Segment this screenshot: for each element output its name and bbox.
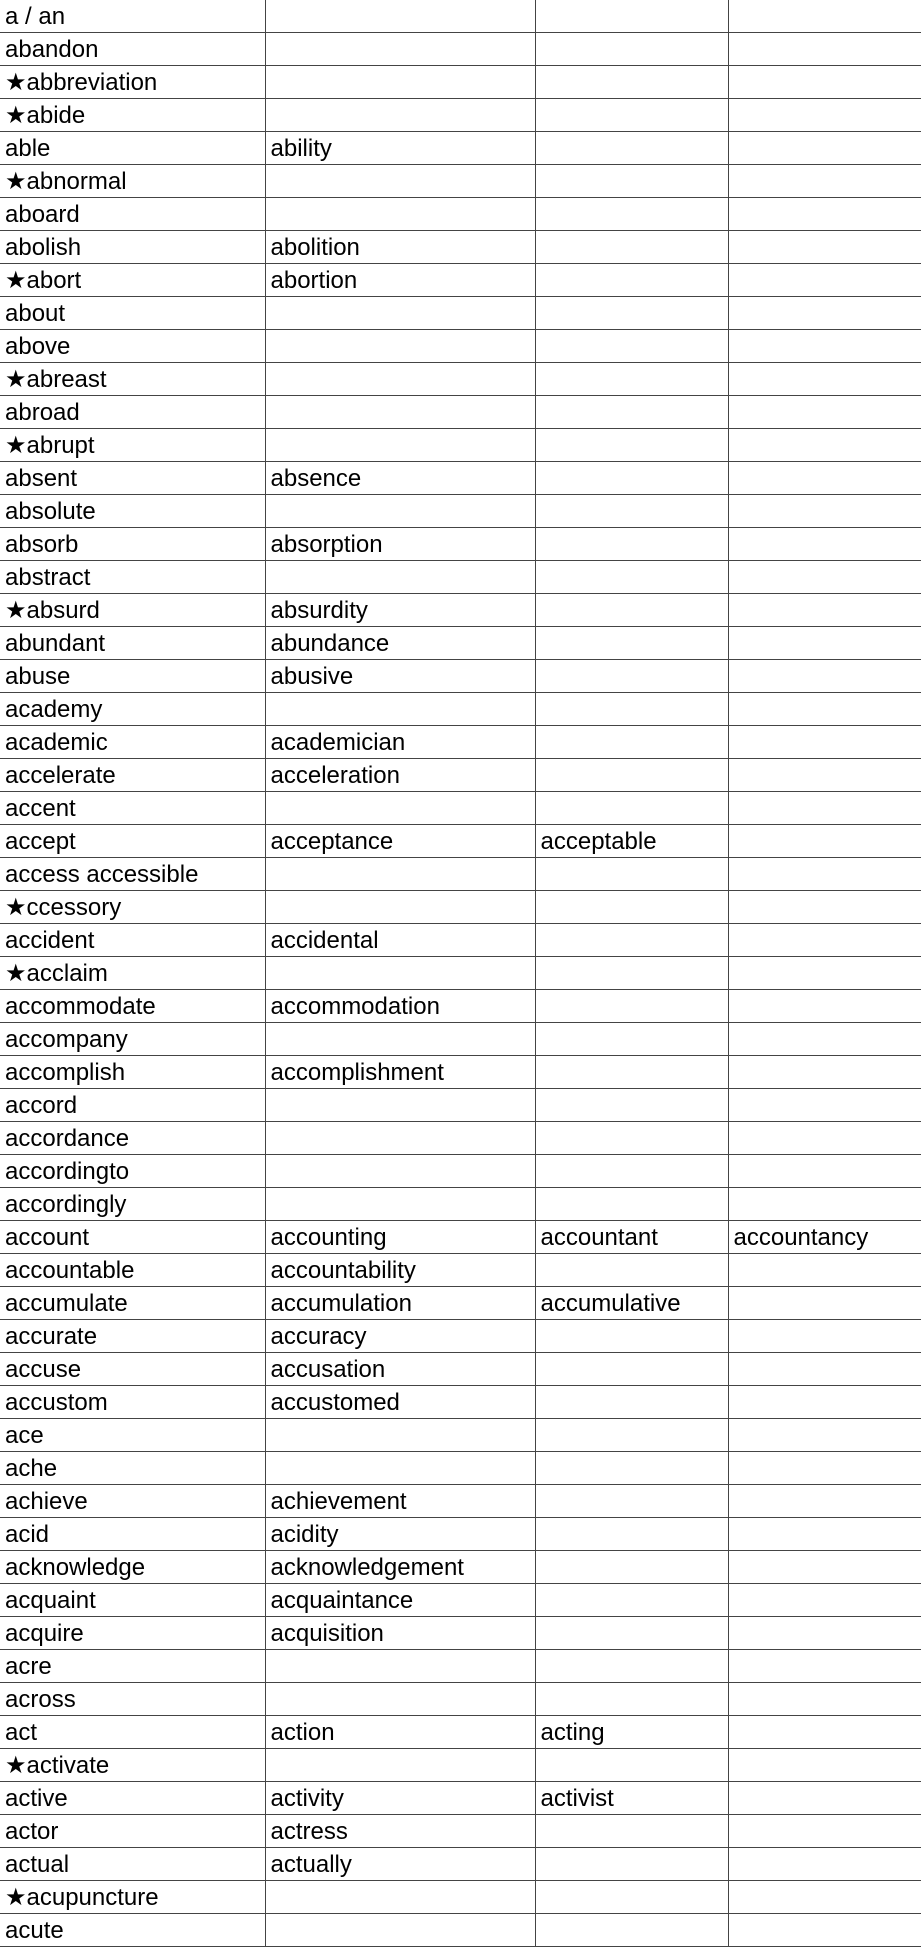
table-cell-col4[interactable] [728, 1815, 921, 1848]
table-cell-col4[interactable] [728, 1914, 921, 1947]
table-cell-col2[interactable] [265, 1023, 535, 1056]
table-cell-col4[interactable] [728, 990, 921, 1023]
table-cell-col2[interactable]: acceleration [265, 759, 535, 792]
table-cell-col2[interactable] [265, 33, 535, 66]
table-cell-col2[interactable] [265, 99, 535, 132]
table-cell-col1[interactable]: accuse [0, 1353, 265, 1386]
table-cell-col3[interactable] [535, 1518, 728, 1551]
table-cell-col3[interactable] [535, 1320, 728, 1353]
table-cell-col1[interactable]: accept [0, 825, 265, 858]
table-cell-col3[interactable] [535, 990, 728, 1023]
table-cell-col4[interactable] [728, 528, 921, 561]
table-cell-col1[interactable]: ★abbreviation [0, 66, 265, 99]
table-cell-col4[interactable] [728, 198, 921, 231]
table-cell-col4[interactable] [728, 1551, 921, 1584]
table-row [0, 1716, 921, 1749]
table-row [0, 1551, 921, 1584]
table-row [0, 1089, 921, 1122]
table-cell-col1[interactable]: ★acclaim [0, 957, 265, 990]
table-cell-col4[interactable] [728, 1122, 921, 1155]
table-cell-col4[interactable] [728, 1452, 921, 1485]
table-cell-col1[interactable]: accustom [0, 1386, 265, 1419]
table-cell-col2[interactable]: accusation [265, 1353, 535, 1386]
table-cell-col3[interactable] [535, 66, 728, 99]
table-cell-col4[interactable] [728, 1056, 921, 1089]
table-cell-col4[interactable] [728, 0, 921, 33]
table-cell-col4[interactable] [728, 1881, 921, 1914]
table-cell-col3[interactable] [535, 462, 728, 495]
table-row [0, 561, 921, 594]
table-cell-col3[interactable] [535, 231, 728, 264]
table-cell-col3[interactable] [535, 297, 728, 330]
table-row [0, 198, 921, 231]
table-cell-col2[interactable] [265, 1683, 535, 1716]
table-row [0, 1485, 921, 1518]
table-cell-col4[interactable] [728, 726, 921, 759]
table-cell-col2[interactable]: absence [265, 462, 535, 495]
table-cell-col3[interactable]: acting [535, 1716, 728, 1749]
table-cell-col1[interactable]: abuse [0, 660, 265, 693]
table-cell-col2[interactable] [265, 396, 535, 429]
table-cell-col3[interactable] [535, 132, 728, 165]
table-cell-col1[interactable]: ★abreast [0, 363, 265, 396]
table-row [0, 231, 921, 264]
table-row [0, 1386, 921, 1419]
table-cell-col4[interactable] [728, 1155, 921, 1188]
table-cell-col2[interactable]: academician [265, 726, 535, 759]
table-cell-col1[interactable]: act [0, 1716, 265, 1749]
table-cell-col4[interactable] [728, 33, 921, 66]
table-cell-col1[interactable]: absolute [0, 495, 265, 528]
table-row [0, 1155, 921, 1188]
table-cell-col2[interactable]: abolition [265, 231, 535, 264]
table-row [0, 627, 921, 660]
table-row [0, 957, 921, 990]
table-row [0, 429, 921, 462]
table-cell-col2[interactable]: achievement [265, 1485, 535, 1518]
table-cell-col1[interactable]: across [0, 1683, 265, 1716]
table-cell-col3[interactable] [535, 1122, 728, 1155]
table-row [0, 1452, 921, 1485]
table-row [0, 1419, 921, 1452]
table-row [0, 165, 921, 198]
table-cell-col2[interactable] [265, 297, 535, 330]
table-cell-col1[interactable]: acid [0, 1518, 265, 1551]
table-cell-col4[interactable] [728, 957, 921, 990]
table-cell-col3[interactable] [535, 792, 728, 825]
table-row [0, 1914, 921, 1947]
table-cell-col3[interactable] [535, 1815, 728, 1848]
table-row [0, 528, 921, 561]
table-cell-col3[interactable] [535, 1617, 728, 1650]
table-cell-col2[interactable]: ability [265, 132, 535, 165]
table-row [0, 1683, 921, 1716]
table-cell-col1[interactable]: absent [0, 462, 265, 495]
table-cell-col3[interactable] [535, 99, 728, 132]
table-cell-col2[interactable] [265, 891, 535, 924]
table-cell-col4[interactable] [728, 363, 921, 396]
table-cell-col4[interactable] [728, 231, 921, 264]
table-row [0, 1848, 921, 1881]
table-cell-col2[interactable] [265, 495, 535, 528]
table-cell-col4[interactable] [728, 1650, 921, 1683]
table-cell-col1[interactable]: acquire [0, 1617, 265, 1650]
table-cell-col3[interactable] [535, 693, 728, 726]
table-cell-col2[interactable]: accuracy [265, 1320, 535, 1353]
table-cell-col1[interactable]: ache [0, 1452, 265, 1485]
table-cell-col3[interactable] [535, 1386, 728, 1419]
table-row [0, 1584, 921, 1617]
table-cell-col1[interactable]: active [0, 1782, 265, 1815]
table-cell-col1[interactable]: academic [0, 726, 265, 759]
table-cell-col1[interactable]: achieve [0, 1485, 265, 1518]
table-cell-col1[interactable]: absorb [0, 528, 265, 561]
table-row [0, 1320, 921, 1353]
table-cell-col1[interactable]: ★activate [0, 1749, 265, 1782]
table-cell-col1[interactable]: accomplish [0, 1056, 265, 1089]
table-cell-col4[interactable] [728, 165, 921, 198]
table-cell-col4[interactable] [728, 759, 921, 792]
table-cell-col3[interactable] [535, 627, 728, 660]
table-cell-col4[interactable] [728, 693, 921, 726]
table-cell-col2[interactable]: accomplishment [265, 1056, 535, 1089]
table-cell-col4[interactable] [728, 1617, 921, 1650]
table-cell-col3[interactable] [535, 495, 728, 528]
table-cell-col1[interactable]: aboard [0, 198, 265, 231]
table-row [0, 792, 921, 825]
table-cell-col4[interactable] [728, 66, 921, 99]
table-row [0, 495, 921, 528]
table-cell-col4[interactable] [728, 825, 921, 858]
table-cell-col3[interactable]: acceptable [535, 825, 728, 858]
table-cell-col2[interactable]: acquaintance [265, 1584, 535, 1617]
table-row [0, 132, 921, 165]
table-cell-col3[interactable] [535, 1353, 728, 1386]
table-cell-col3[interactable] [535, 1419, 728, 1452]
table-cell-col3[interactable] [535, 1056, 728, 1089]
table-cell-col4[interactable] [728, 627, 921, 660]
table-cell-col1[interactable]: accordingly [0, 1188, 265, 1221]
table-cell-col3[interactable]: activist [535, 1782, 728, 1815]
table-cell-col2[interactable]: absorption [265, 528, 535, 561]
table-cell-col2[interactable] [265, 66, 535, 99]
table-cell-col3[interactable] [535, 396, 728, 429]
table-cell-col3[interactable]: accumulative [535, 1287, 728, 1320]
table-cell-col4[interactable] [728, 1518, 921, 1551]
table-cell-col3[interactable] [535, 429, 728, 462]
table-row [0, 726, 921, 759]
table-cell-col4[interactable] [728, 99, 921, 132]
table-cell-col1[interactable]: accordance [0, 1122, 265, 1155]
table-cell-col3[interactable] [535, 1089, 728, 1122]
table-cell-col2[interactable] [265, 1452, 535, 1485]
table-cell-col2[interactable]: action [265, 1716, 535, 1749]
table-row [0, 594, 921, 627]
table-row [0, 1122, 921, 1155]
table-cell-col2[interactable] [265, 1749, 535, 1782]
table-cell-col4[interactable] [728, 264, 921, 297]
table-cell-col1[interactable]: accountable [0, 1254, 265, 1287]
table-cell-col2[interactable]: accommodation [265, 990, 535, 1023]
table-cell-col1[interactable]: accent [0, 792, 265, 825]
table-cell-col1[interactable]: able [0, 132, 265, 165]
table-cell-col1[interactable]: accident [0, 924, 265, 957]
table-cell-col1[interactable]: above [0, 330, 265, 363]
table-cell-col2[interactable]: acidity [265, 1518, 535, 1551]
table-cell-col2[interactable]: acquisition [265, 1617, 535, 1650]
table-cell-col2[interactable] [265, 1650, 535, 1683]
table-cell-col2[interactable] [265, 165, 535, 198]
table-row [0, 1617, 921, 1650]
table-cell-col4[interactable] [728, 891, 921, 924]
table-cell-col4[interactable] [728, 792, 921, 825]
table-row [0, 297, 921, 330]
table-row [0, 363, 921, 396]
table-row [0, 1650, 921, 1683]
table-cell-col3[interactable] [535, 363, 728, 396]
table-cell-col1[interactable]: ★absurd [0, 594, 265, 627]
table-cell-col3[interactable] [535, 0, 728, 33]
table-cell-col1[interactable]: actor [0, 1815, 265, 1848]
table-cell-col2[interactable]: accustomed [265, 1386, 535, 1419]
table-cell-col4[interactable] [728, 1089, 921, 1122]
table-cell-col4[interactable] [728, 1287, 921, 1320]
table-cell-col2[interactable]: acceptance [265, 825, 535, 858]
table-cell-col2[interactable]: accumulation [265, 1287, 535, 1320]
table-cell-col1[interactable]: ★abide [0, 99, 265, 132]
table-cell-col2[interactable] [265, 198, 535, 231]
table-row [0, 660, 921, 693]
table-cell-col4[interactable] [728, 1584, 921, 1617]
table-cell-col1[interactable]: about [0, 297, 265, 330]
table-cell-col2[interactable] [265, 429, 535, 462]
table-row [0, 990, 921, 1023]
table-cell-col4[interactable] [728, 1419, 921, 1452]
table-cell-col2[interactable]: absurdity [265, 594, 535, 627]
table-cell-col4[interactable] [728, 1848, 921, 1881]
table-cell-col3[interactable] [535, 1914, 728, 1947]
table-cell-col1[interactable]: acknowledge [0, 1551, 265, 1584]
table-row [0, 858, 921, 891]
table-row [0, 1353, 921, 1386]
table-row [0, 66, 921, 99]
table-cell-col3[interactable] [535, 330, 728, 363]
table-row [0, 1221, 921, 1254]
table-cell-col4[interactable] [728, 1683, 921, 1716]
table-cell-col4[interactable] [728, 1749, 921, 1782]
table-cell-col2[interactable] [265, 1419, 535, 1452]
table-cell-col2[interactable]: abusive [265, 660, 535, 693]
table-cell-col3[interactable] [535, 33, 728, 66]
table-cell-col4[interactable] [728, 1254, 921, 1287]
table-cell-col3[interactable] [535, 1848, 728, 1881]
table-row [0, 924, 921, 957]
table-cell-col1[interactable]: abandon [0, 33, 265, 66]
table-cell-col3[interactable] [535, 561, 728, 594]
table-row [0, 1254, 921, 1287]
table-cell-col2[interactable] [265, 858, 535, 891]
table-cell-col2[interactable]: actress [265, 1815, 535, 1848]
table-cell-col2[interactable] [265, 1089, 535, 1122]
table-cell-col3[interactable] [535, 594, 728, 627]
table-cell-col4[interactable] [728, 1782, 921, 1815]
table-cell-col4[interactable] [728, 1485, 921, 1518]
table-cell-col1[interactable]: abroad [0, 396, 265, 429]
table-row [0, 825, 921, 858]
table-cell-col1[interactable]: accumulate [0, 1287, 265, 1320]
table-row [0, 1518, 921, 1551]
table-cell-col1[interactable]: abstract [0, 561, 265, 594]
table-cell-col1[interactable]: actual [0, 1848, 265, 1881]
table-row [0, 1815, 921, 1848]
table-cell-col1[interactable]: ★acupuncture [0, 1881, 265, 1914]
table-row [0, 1287, 921, 1320]
table-cell-col1[interactable]: abundant [0, 627, 265, 660]
table-cell-col3[interactable] [535, 924, 728, 957]
table-cell-col3[interactable] [535, 759, 728, 792]
table-cell-col3[interactable] [535, 1155, 728, 1188]
table-cell-col3[interactable] [535, 1749, 728, 1782]
table-cell-col1[interactable]: acquaint [0, 1584, 265, 1617]
table-row [0, 1749, 921, 1782]
table-cell-col1[interactable]: accordingto [0, 1155, 265, 1188]
table-row [0, 0, 921, 33]
table-row [0, 891, 921, 924]
table-cell-col3[interactable] [535, 957, 728, 990]
table-cell-col2[interactable] [265, 561, 535, 594]
table-cell-col2[interactable]: acknowledgement [265, 1551, 535, 1584]
table-cell-col3[interactable] [535, 1551, 728, 1584]
table-cell-col3[interactable] [535, 1023, 728, 1056]
table-row [0, 264, 921, 297]
table-row [0, 462, 921, 495]
table-cell-col1[interactable]: acute [0, 1914, 265, 1947]
table-cell-col2[interactable] [265, 330, 535, 363]
table-row [0, 1188, 921, 1221]
table-cell-col1[interactable]: account [0, 1221, 265, 1254]
table-cell-col1[interactable]: accord [0, 1089, 265, 1122]
table-cell-col4[interactable] [728, 1386, 921, 1419]
table-cell-col1[interactable]: ★abnormal [0, 165, 265, 198]
table-cell-col4[interactable] [728, 1716, 921, 1749]
table-cell-col1[interactable]: accurate [0, 1320, 265, 1353]
table-cell-col2[interactable] [265, 693, 535, 726]
table-cell-col4[interactable] [728, 396, 921, 429]
table-cell-col2[interactable] [265, 1155, 535, 1188]
table-cell-col2[interactable] [265, 1188, 535, 1221]
table-cell-col4[interactable] [728, 858, 921, 891]
table-cell-col2[interactable] [265, 1122, 535, 1155]
table-cell-col4[interactable] [728, 132, 921, 165]
table-cell-col1[interactable]: academy [0, 693, 265, 726]
table-cell-col4[interactable] [728, 660, 921, 693]
table-row [0, 330, 921, 363]
table-cell-col4[interactable] [728, 1023, 921, 1056]
table-cell-col3[interactable] [535, 264, 728, 297]
table-cell-col2[interactable]: accounting [265, 1221, 535, 1254]
table-cell-col1[interactable]: ★abrupt [0, 429, 265, 462]
table-cell-col3[interactable] [535, 1683, 728, 1716]
table-cell-col2[interactable] [265, 1881, 535, 1914]
table-cell-col4[interactable] [728, 462, 921, 495]
table-row [0, 1782, 921, 1815]
table-row [0, 1881, 921, 1914]
table-cell-col2[interactable]: accidental [265, 924, 535, 957]
table-cell-col3[interactable] [535, 660, 728, 693]
table-cell-col3[interactable] [535, 198, 728, 231]
table-cell-col4[interactable] [728, 1320, 921, 1353]
table-cell-col4[interactable] [728, 1353, 921, 1386]
table-cell-col3[interactable] [535, 528, 728, 561]
table-cell-col2[interactable] [265, 363, 535, 396]
table-cell-col4[interactable] [728, 495, 921, 528]
table-cell-col4[interactable] [728, 429, 921, 462]
table-cell-col4[interactable]: accountancy [728, 1221, 921, 1254]
table-cell-col1[interactable]: accommodate [0, 990, 265, 1023]
table-cell-col3[interactable] [535, 858, 728, 891]
table-cell-col4[interactable] [728, 924, 921, 957]
table-cell-col2[interactable]: actually [265, 1848, 535, 1881]
table-cell-col2[interactable]: abortion [265, 264, 535, 297]
table-cell-col3[interactable] [535, 726, 728, 759]
table-cell-col4[interactable] [728, 330, 921, 363]
table-cell-col2[interactable] [265, 0, 535, 33]
table-cell-col2[interactable] [265, 1914, 535, 1947]
table-cell-col1[interactable]: ace [0, 1419, 265, 1452]
table-cell-col3[interactable] [535, 1584, 728, 1617]
table-cell-col1[interactable]: ★ccessory [0, 891, 265, 924]
table-cell-col3[interactable] [535, 891, 728, 924]
table-cell-col1[interactable]: a / an [0, 0, 265, 33]
table-cell-col1[interactable]: acre [0, 1650, 265, 1683]
table-cell-col3[interactable] [535, 1452, 728, 1485]
table-cell-col3[interactable] [535, 1485, 728, 1518]
table-cell-col2[interactable]: accountability [265, 1254, 535, 1287]
table-row [0, 693, 921, 726]
table-cell-col2[interactable]: abundance [265, 627, 535, 660]
table-cell-col2[interactable] [265, 957, 535, 990]
table-cell-col4[interactable] [728, 1188, 921, 1221]
table-row [0, 1056, 921, 1089]
table-row [0, 99, 921, 132]
table-cell-col4[interactable] [728, 594, 921, 627]
table-cell-col1[interactable]: abolish [0, 231, 265, 264]
table-cell-col2[interactable] [265, 792, 535, 825]
table-row [0, 1023, 921, 1056]
table-cell-col1[interactable]: access accessible [0, 858, 265, 891]
table-cell-col3[interactable] [535, 165, 728, 198]
table-cell-col1[interactable]: ★abort [0, 264, 265, 297]
table-cell-col1[interactable]: accelerate [0, 759, 265, 792]
table-row [0, 396, 921, 429]
table-row [0, 33, 921, 66]
table-row [0, 759, 921, 792]
table-cell-col3[interactable] [535, 1881, 728, 1914]
table-cell-col3[interactable]: accountant [535, 1221, 728, 1254]
table-cell-col1[interactable]: accompany [0, 1023, 265, 1056]
table-cell-col3[interactable] [535, 1254, 728, 1287]
table-cell-col4[interactable] [728, 561, 921, 594]
table-cell-col4[interactable] [728, 297, 921, 330]
table-cell-col3[interactable] [535, 1650, 728, 1683]
table-cell-col2[interactable]: activity [265, 1782, 535, 1815]
table-cell-col3[interactable] [535, 1188, 728, 1221]
